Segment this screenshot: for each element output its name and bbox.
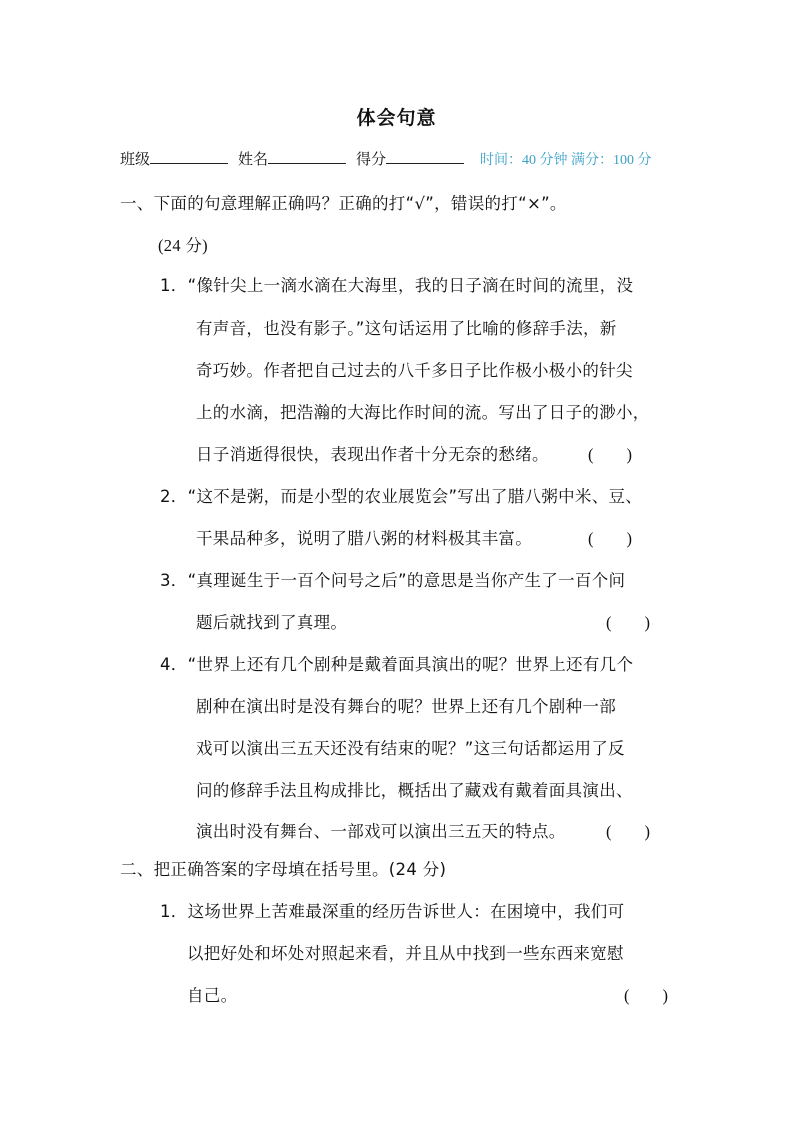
answer-blank[interactable]: ( ) xyxy=(606,613,650,632)
question-line: 以把好处和坏处对照起来看，并且从中找到一些东西来宽慰 xyxy=(187,944,624,963)
question-line: 1．“像针尖上一滴水滴在大海里，我的日子滴在时间的流里，没 xyxy=(160,276,634,295)
class-label: 班级 xyxy=(120,150,151,168)
question-line: 4．“世界上还有几个剧种是戴着面具演出的呢？世界上还有几个 xyxy=(160,655,634,674)
name-field[interactable] xyxy=(268,149,346,164)
question-line: 3．“真理诞生于一百个问号之后”的意思是当你产生了一百个问 xyxy=(160,571,626,590)
class-field[interactable] xyxy=(150,149,228,164)
student-info-row xyxy=(120,148,680,169)
section1-points: (24 分) xyxy=(158,236,208,255)
question-line: 奇巧妙。作者把自己过去的八千多日子比作极小极小的针尖 xyxy=(196,361,633,380)
question-line: 2．“这不是粥，而是小型的农业展览会”写出了腊八粥中米、豆、 xyxy=(160,487,643,506)
question-line: 有声音，也没有影子。”这句话运用了比喻的修辞手法，新 xyxy=(196,319,617,338)
question-line: 日子消逝得很快，表现出作者十分无奈的愁绪。 xyxy=(196,445,549,464)
question-line: 剧种在演出时是没有舞台的呢？世界上还有几个剧种一部 xyxy=(196,697,616,716)
section2-heading: 二、把正确答案的字母填在括号里。(24 分) xyxy=(120,860,447,879)
question-line: 题后就找到了真理。 xyxy=(196,613,348,632)
answer-blank[interactable]: ( ) xyxy=(606,822,650,841)
question-line: 问的修辞手法且构成排比，概括出了藏戏有戴着面具演出、 xyxy=(196,781,633,800)
name-label: 姓名 xyxy=(238,150,269,168)
question-line: 自己。 xyxy=(187,986,238,1005)
question-line: 干果品种多，说明了腊八粥的材料极其丰富。 xyxy=(196,529,532,548)
section1-heading: 一、下面的句意理解正确吗？正确的打“√”，错误的打“×”。 xyxy=(120,194,567,213)
answer-blank[interactable]: ( ) xyxy=(588,529,632,548)
page-title: 体会句意 xyxy=(356,107,437,129)
score-field[interactable] xyxy=(386,149,464,164)
time-score-meta: 时间：40 分钟 满分：100 分 xyxy=(480,153,652,168)
question-line: 戏可以演出三五天还没有结束的呢？”这三句话都运用了反 xyxy=(196,739,625,758)
score-label: 得分 xyxy=(356,150,387,168)
question-line: 上的水滴，把浩瀚的大海比作时间的流。写出了日子的渺小， xyxy=(196,403,650,422)
question-line: 演出时没有舞台、一部戏可以演出三五天的特点。 xyxy=(196,822,566,841)
question-line: 1．这场世界上苦难最深重的经历告诉世人：在困境中，我们可 xyxy=(160,902,625,921)
answer-blank[interactable]: ( ) xyxy=(624,986,668,1005)
answer-blank[interactable]: ( ) xyxy=(588,445,632,464)
